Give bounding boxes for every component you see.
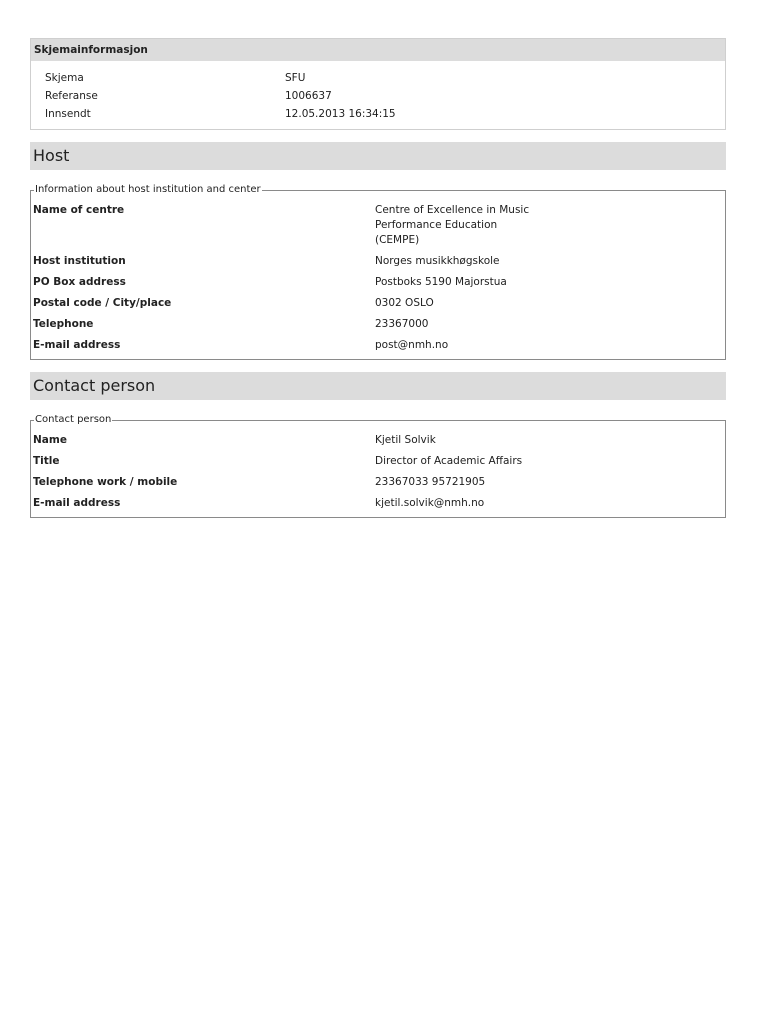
form-info-label: Skjema <box>45 72 84 84</box>
field-value-line: Centre of Excellence in Music <box>375 204 530 216</box>
contact-row-telephone <box>31 472 725 493</box>
form-info-value: SFU <box>285 72 306 84</box>
host-section-title: Host <box>30 142 726 170</box>
field-label: E-mail address <box>33 339 121 351</box>
host-group-legend: Information about host institution and center <box>35 184 261 195</box>
field-label: Host institution <box>33 255 126 267</box>
field-label: Name <box>33 434 67 446</box>
field-value: Kjetil Solvik <box>375 434 436 446</box>
field-value: Director of Academic Affairs <box>375 455 523 467</box>
field-label: Title <box>33 455 60 467</box>
host-row-postal-code <box>31 293 725 314</box>
form-info-label: Referanse <box>45 90 98 102</box>
form-info-row-innsendt <box>31 105 725 123</box>
contact-row-title <box>31 451 725 472</box>
host-row-email <box>31 335 725 356</box>
field-label: Postal code / City/place <box>33 297 172 309</box>
contact-group <box>30 414 726 518</box>
field-label: E-mail address <box>33 497 121 509</box>
field-value: Postboks 5190 Majorstua <box>375 276 507 288</box>
contact-row-email <box>31 493 725 514</box>
field-label: Telephone <box>33 318 94 330</box>
host-row-name-of-centre <box>31 200 725 251</box>
form-page <box>30 38 726 518</box>
field-label: Telephone work / mobile <box>33 476 178 488</box>
field-value: post@nmh.no <box>375 339 449 351</box>
field-value: 23367000 <box>375 318 429 330</box>
form-info-header: Skjemainformasjon <box>31 39 725 61</box>
field-value: kjetil.solvik@nmh.no <box>375 497 485 509</box>
contact-group-legend: Contact person <box>35 414 112 425</box>
host-group <box>30 184 726 360</box>
field-value: Norges musikkhøgskole <box>375 255 500 267</box>
form-info-box <box>30 38 726 130</box>
form-info-value: 1006637 <box>285 90 332 102</box>
form-info-row-referanse <box>31 87 725 105</box>
form-info-label: Innsendt <box>45 108 91 120</box>
field-value-line: Performance Education <box>375 219 498 231</box>
field-value: 0302 OSLO <box>375 297 434 309</box>
host-row-host-institution <box>31 251 725 272</box>
form-info-rows <box>31 61 725 129</box>
form-info-value: 12.05.2013 16:34:15 <box>285 108 396 120</box>
host-row-po-box <box>31 272 725 293</box>
field-value <box>375 203 725 248</box>
contact-section-title: Contact person <box>30 372 726 400</box>
contact-row-name <box>31 430 725 451</box>
field-value-line: (CEMPE) <box>375 234 420 246</box>
host-row-telephone <box>31 314 725 335</box>
form-info-row-skjema <box>31 69 725 87</box>
field-label: Name of centre <box>33 204 125 216</box>
field-label: PO Box address <box>33 276 126 288</box>
field-value: 23367033 95721905 <box>375 476 486 488</box>
